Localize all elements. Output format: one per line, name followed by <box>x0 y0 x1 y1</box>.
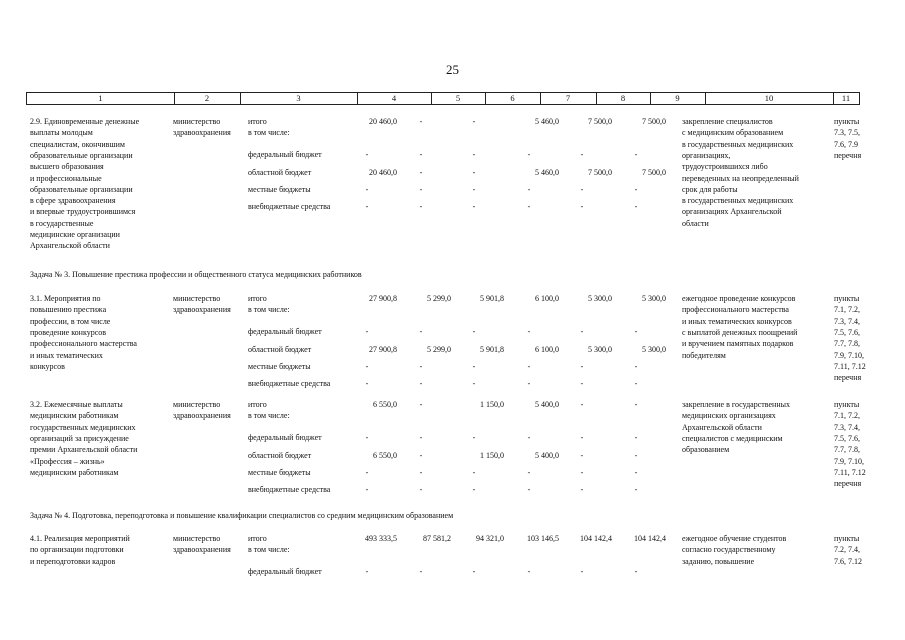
expected-result: закрепление в государственных <box>682 400 790 409</box>
funding-value: - <box>634 185 638 194</box>
funding-value: - <box>527 485 531 494</box>
funding-value: - <box>580 567 584 576</box>
funding-source: внебюджетные средства <box>248 379 331 388</box>
activity-name: и иных тематических <box>30 350 103 360</box>
expected-result: ежегодное проведение конкурсов <box>682 294 796 303</box>
responsible-executor: министерство <box>173 400 221 409</box>
activity-name: медицинским работникам <box>30 411 119 421</box>
funding-value: - <box>634 362 638 371</box>
indicator-reference: 7.11, 7.12 <box>834 467 866 477</box>
funding-value: - <box>472 202 476 211</box>
indicator-reference: 7.5, 7.6, <box>834 433 860 443</box>
activity-name: высшего образования <box>30 162 104 172</box>
expected-result: с медицинским образованием <box>682 128 784 138</box>
indicator-reference: 7.7, 7.8, <box>834 445 860 455</box>
funding-value: 87 581,2 <box>423 534 451 543</box>
funding-value: - <box>527 379 531 388</box>
funding-value: 7 500,0 <box>642 117 666 126</box>
funding-source: областной бюджет <box>248 451 312 460</box>
indicator-reference: 7.2, 7.4, <box>834 545 860 555</box>
activity-name: образовательные организации <box>30 184 133 194</box>
activity-name: специалистам, окончившим <box>30 139 125 149</box>
indicator-reference: 7.9, 7.10, <box>834 350 864 360</box>
expected-result: и иных тематических конкурсов <box>682 316 792 326</box>
page-number: 25 <box>446 62 459 77</box>
funding-value: - <box>419 117 423 126</box>
expected-result: профессионального мастерства <box>682 305 789 315</box>
funding-value: 493 333,5 <box>365 534 397 543</box>
funding-value: 5 400,0 <box>535 400 559 409</box>
indicator-reference: 7.7, 7.8, <box>834 339 860 349</box>
header-cell: 1 <box>98 93 103 103</box>
funding-value: - <box>419 468 423 477</box>
activity-name: премии Архангельской области <box>30 445 138 455</box>
activity-name: выплаты молодым <box>30 128 93 138</box>
expected-result: медицинских организациях <box>682 411 776 421</box>
header-cell: 11 <box>841 93 851 103</box>
funding-value: 5 460,0 <box>535 117 559 126</box>
header-cell: 6 <box>510 93 515 103</box>
funding-value: - <box>419 433 423 442</box>
expected-result: Архангельской области <box>682 422 762 432</box>
funding-source: федеральный бюджет <box>248 150 322 159</box>
expected-result: в государственных медицинских <box>682 139 794 149</box>
indicator-reference: перечня <box>834 479 862 489</box>
funding-value: 94 321,0 <box>476 534 504 543</box>
funding-value: - <box>365 185 369 194</box>
funding-value: - <box>472 150 476 159</box>
funding-value: - <box>527 150 531 159</box>
responsible-executor: здравоохранения <box>173 411 231 421</box>
funding-source-sub: в том числе: <box>248 411 290 420</box>
responsible-executor: здравоохранения <box>173 545 231 555</box>
task-heading: Задача № 3. Повышение престижа профессии и общественного статуса медицинских работников <box>30 270 362 279</box>
funding-source: федеральный бюджет <box>248 567 322 576</box>
funding-value: - <box>580 362 584 371</box>
funding-value: 7 500,0 <box>588 117 612 126</box>
funding-source: местные бюджеты <box>248 468 311 477</box>
funding-value: - <box>365 468 369 477</box>
funding-value: 5 400,0 <box>535 451 559 460</box>
funding-source-sub: в том числе: <box>248 545 290 554</box>
funding-value: 7 500,0 <box>588 168 612 177</box>
funding-value: - <box>580 185 584 194</box>
indicator-reference: 7.3, 7.4, <box>834 422 860 432</box>
activity-name: медицинским работникам <box>30 467 119 477</box>
funding-value: - <box>527 185 531 194</box>
funding-value: 6 100,0 <box>535 345 559 354</box>
funding-value: - <box>527 202 531 211</box>
indicator-reference: 7.6, 7.9 <box>834 139 858 149</box>
funding-value: - <box>527 327 531 336</box>
expected-result: закрепление специалистов <box>682 117 773 126</box>
activity-name: профессионального мастерства <box>30 339 137 349</box>
funding-value: 20 460,0 <box>369 117 397 126</box>
funding-value: 6 100,0 <box>535 294 559 303</box>
expected-result: специалистов с медицинским <box>682 433 783 443</box>
funding-value: - <box>365 379 369 388</box>
funding-value: - <box>419 327 423 336</box>
funding-value: - <box>472 567 476 576</box>
funding-value: 1 150,0 <box>480 451 504 460</box>
task-heading: Задача № 4. Подготовка, переподготовка и повышение квалификации специалистов со средним медицинским образованием <box>30 511 454 520</box>
indicator-reference: пункты <box>834 400 860 409</box>
funding-value: - <box>472 485 476 494</box>
indicator-reference: пункты <box>834 117 860 126</box>
activity-name: и впервые трудоустроившимся <box>30 207 136 217</box>
funding-value: 6 550,0 <box>373 451 397 460</box>
funding-value: - <box>472 185 476 194</box>
indicator-reference: пункты <box>834 534 860 543</box>
expected-result: срок для работы <box>682 184 738 194</box>
responsible-executor: здравоохранения <box>173 128 231 138</box>
funding-value: 5 901,8 <box>480 345 504 354</box>
funding-value: - <box>419 168 423 177</box>
responsible-executor: здравоохранения <box>173 305 231 315</box>
funding-value: 104 142,4 <box>634 534 666 543</box>
funding-value: - <box>472 327 476 336</box>
activity-name: в сфере здравоохранения <box>30 196 116 206</box>
activity-name: государственных медицинских <box>30 422 136 432</box>
funding-source: итого <box>248 294 267 303</box>
funding-source: итого <box>248 534 267 543</box>
funding-value: 5 300,0 <box>642 294 666 303</box>
funding-value: - <box>580 150 584 159</box>
activity-name: организаций за присуждение <box>30 433 129 443</box>
header-cell: 3 <box>296 93 301 103</box>
funding-source: итого <box>248 400 267 409</box>
funding-value: - <box>419 362 423 371</box>
funding-value: - <box>472 433 476 442</box>
indicator-reference: 7.1, 7.2, <box>834 411 860 421</box>
funding-source-sub: в том числе: <box>248 128 290 137</box>
indicator-reference: 7.5, 7.6, <box>834 327 860 337</box>
funding-value: - <box>419 185 423 194</box>
indicator-reference: 7.9, 7.10, <box>834 456 864 466</box>
indicator-reference: 7.1, 7.2, <box>834 305 860 315</box>
expected-result: победителям <box>682 350 726 360</box>
expected-result: в государственных медицинских <box>682 196 794 206</box>
funding-value: - <box>365 327 369 336</box>
activity-name: образовательные организации <box>30 150 133 160</box>
activity-name: по организации подготовки <box>30 545 124 555</box>
expected-result: переведенных на неопределенный <box>682 173 799 183</box>
funding-source: федеральный бюджет <box>248 327 322 336</box>
funding-value: - <box>419 202 423 211</box>
funding-source: областной бюджет <box>248 345 312 354</box>
funding-value: - <box>365 567 369 576</box>
header-cell: 10 <box>764 93 774 103</box>
activity-name: и переподготовки кадров <box>30 556 116 566</box>
activity-name: 3.2. Ежемесячные выплаты <box>30 400 123 409</box>
expected-result: организациях, <box>682 150 731 160</box>
funding-source: итого <box>248 117 267 126</box>
indicator-reference: 7.6, 7.12 <box>834 556 862 566</box>
activity-name: Архангельской области <box>30 241 110 251</box>
funding-value: - <box>634 327 638 336</box>
funding-value: - <box>634 150 638 159</box>
indicator-reference: 7.3, 7.4, <box>834 316 860 326</box>
funding-value: 5 300,0 <box>588 294 612 303</box>
expected-result: согласно государственному <box>682 545 776 555</box>
funding-value: - <box>472 168 476 177</box>
funding-value: 103 146,5 <box>527 534 559 543</box>
funding-value: 27 900,8 <box>369 345 397 354</box>
indicator-reference: 7.11, 7.12 <box>834 361 866 371</box>
header-cell: 7 <box>565 93 571 103</box>
expected-result: трудоустроившихся либо <box>682 162 768 172</box>
funding-value: - <box>419 567 423 576</box>
funding-value: - <box>472 379 476 388</box>
funding-value: 5 460,0 <box>535 168 559 177</box>
funding-value: - <box>580 451 584 460</box>
responsible-executor: министерство <box>173 117 221 126</box>
funding-value: 27 900,8 <box>369 294 397 303</box>
indicator-reference: перечня <box>834 373 862 383</box>
funding-value: - <box>634 567 638 576</box>
funding-value: - <box>365 150 369 159</box>
funding-value: 5 299,0 <box>427 345 451 354</box>
funding-value: - <box>527 433 531 442</box>
funding-value: - <box>365 433 369 442</box>
funding-value: - <box>419 150 423 159</box>
funding-value: - <box>580 485 584 494</box>
funding-value: 5 300,0 <box>588 345 612 354</box>
funding-value: - <box>419 400 423 409</box>
header-cell: 2 <box>204 93 210 103</box>
funding-value: 104 142,4 <box>580 534 612 543</box>
expected-result: и вручением памятных подарков <box>682 339 794 349</box>
funding-value: - <box>472 362 476 371</box>
funding-value: - <box>580 202 584 211</box>
funding-value: - <box>419 485 423 494</box>
funding-value: - <box>527 567 531 576</box>
activity-name: проведение конкурсов <box>30 327 107 337</box>
funding-value: - <box>580 433 584 442</box>
header-cell: 9 <box>675 93 680 103</box>
funding-value: 7 500,0 <box>642 168 666 177</box>
funding-source: внебюджетные средства <box>248 485 331 494</box>
funding-value: - <box>472 468 476 477</box>
table-header <box>26 92 860 105</box>
activity-name: профессии, в том числе <box>30 316 111 326</box>
expected-result: заданию, повышение <box>682 556 755 566</box>
funding-value: 5 299,0 <box>427 294 451 303</box>
header-cell: 8 <box>620 93 626 103</box>
funding-value: 1 150,0 <box>480 400 504 409</box>
funding-value: 6 550,0 <box>373 400 397 409</box>
expected-result: ежегодное обучение студентов <box>682 534 787 543</box>
responsible-executor: министерство <box>173 534 221 543</box>
funding-value: - <box>580 327 584 336</box>
funding-value: - <box>580 379 584 388</box>
funding-value: - <box>634 202 638 211</box>
funding-value: - <box>580 468 584 477</box>
expected-result: с выплатой денежных поощрений <box>682 327 798 337</box>
funding-value: - <box>527 362 531 371</box>
funding-value: - <box>365 362 369 371</box>
expected-result: области <box>682 218 709 228</box>
activity-name: «Профессия – жизнь» <box>30 456 105 466</box>
header-cell: 4 <box>391 93 397 103</box>
funding-value: - <box>527 468 531 477</box>
activity-name: в государственные <box>30 218 94 228</box>
funding-value: - <box>419 379 423 388</box>
activity-name: 4.1. Реализация мероприятий <box>30 534 130 543</box>
expected-result: организациях Архангельской <box>682 207 782 217</box>
funding-value: - <box>634 485 638 494</box>
activity-name: повышению престижа <box>30 305 107 315</box>
header-cell: 5 <box>455 93 461 103</box>
responsible-executor: министерство <box>173 294 221 303</box>
activity-name: 2.9. Единовременные денежные <box>30 117 140 126</box>
funding-source: федеральный бюджет <box>248 433 322 442</box>
funding-source: местные бюджеты <box>248 185 311 194</box>
indicator-reference: перечня <box>834 150 862 160</box>
funding-source: местные бюджеты <box>248 362 311 371</box>
funding-value: 5 300,0 <box>642 345 666 354</box>
funding-value: - <box>634 468 638 477</box>
funding-value: - <box>634 451 638 460</box>
funding-value: - <box>365 485 369 494</box>
funding-value: - <box>472 117 476 126</box>
funding-value: - <box>419 451 423 460</box>
funding-source-sub: в том числе: <box>248 305 290 314</box>
indicator-reference: 7.3, 7.5, <box>834 128 860 138</box>
funding-value: 20 460,0 <box>369 168 397 177</box>
activity-name: и профессиональные <box>30 173 102 183</box>
indicator-reference: пункты <box>834 294 860 303</box>
funding-value: - <box>634 400 638 409</box>
activity-name: 3.1. Мероприятия по <box>30 294 101 303</box>
funding-value: 5 901,8 <box>480 294 504 303</box>
expected-result: образованием <box>682 445 730 455</box>
funding-source: областной бюджет <box>248 168 312 177</box>
activity-name: медицинские организации <box>30 230 120 239</box>
funding-value: - <box>634 379 638 388</box>
funding-value: - <box>580 400 584 409</box>
funding-value: - <box>365 202 369 211</box>
funding-value: - <box>634 433 638 442</box>
funding-source: внебюджетные средства <box>248 202 331 211</box>
activity-name: конкурсов <box>30 361 65 371</box>
